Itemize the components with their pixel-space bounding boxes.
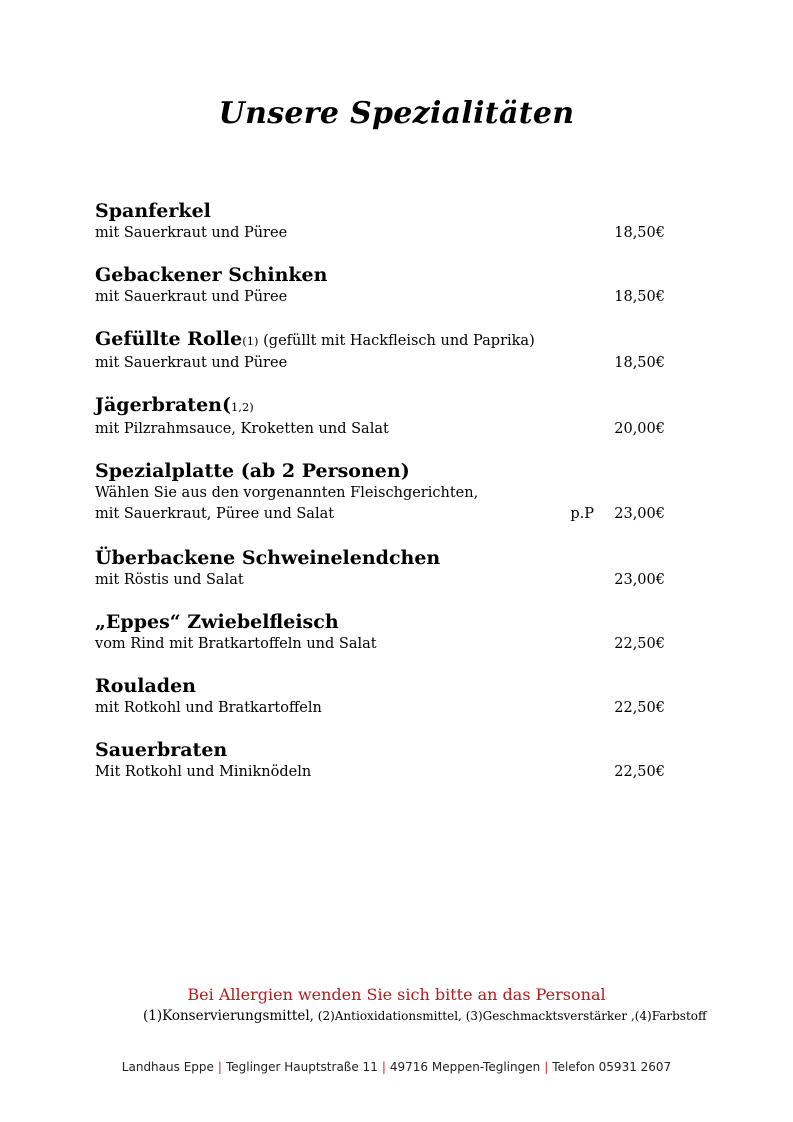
menu-item xyxy=(95,546,670,591)
dish-description: mit Röstis und Salat xyxy=(95,572,244,588)
dish-description: mit Sauerkraut und Püree xyxy=(95,355,288,371)
dish-price: 22,50€ xyxy=(614,700,665,716)
dish-name: Sauerbraten xyxy=(95,739,228,761)
dish-name: Rouladen xyxy=(95,675,196,697)
menu-item xyxy=(95,199,670,244)
menu-item xyxy=(95,610,670,655)
dish-description: vom Rind mit Bratkartoffeln und Salat xyxy=(95,636,377,652)
dish-description: mit Rotkohl und Bratkartoffeln xyxy=(95,700,322,716)
additives-legend xyxy=(143,1008,707,1024)
menu-item xyxy=(95,674,670,719)
dish-description: mit Sauerkraut und Püree xyxy=(95,289,288,305)
per-person-label: p.P xyxy=(570,506,594,522)
footer-street: Teglinger Hauptstraße 11 xyxy=(225,1060,378,1074)
dish-description-2: mit Sauerkraut, Püree und Salat xyxy=(95,506,335,522)
footer-separator: | xyxy=(381,1060,386,1074)
footer-separator: | xyxy=(217,1060,222,1074)
footer-address xyxy=(0,1060,793,1074)
dish-price: 22,50€ xyxy=(614,636,665,652)
allergy-notice: Bei Allergien wenden Sie sich bitte an das Personal xyxy=(187,985,606,1004)
menu-item xyxy=(95,263,670,308)
dish-price: 18,50€ xyxy=(614,289,665,305)
footer-name: Landhaus Eppe xyxy=(121,1060,214,1074)
dish-name: Jägerbraten( xyxy=(95,394,231,416)
dish-price: 23,00€ xyxy=(614,572,665,588)
dish-price: 20,00€ xyxy=(614,421,665,437)
dish-name: „Eppes“ Zwiebelfleisch xyxy=(95,611,339,633)
menu-item xyxy=(95,393,670,440)
additive-note: 1,2) xyxy=(230,400,254,414)
dish-description: Mit Rotkohl und Miniknödeln xyxy=(95,764,312,780)
additive-1: (1)Konservierungsmittel, xyxy=(143,1008,314,1024)
menu-item xyxy=(95,738,670,783)
footer-separator: | xyxy=(544,1060,549,1074)
dish-name: Spezialplatte (ab 2 Personen) xyxy=(95,460,410,482)
dish-name: Überbackene Schweinelendchen xyxy=(95,547,441,569)
footer-phone: Telefon 05931 2607 xyxy=(552,1060,672,1074)
dish-price: 22,50€ xyxy=(614,764,665,780)
dish-name: Gefüllte Rolle xyxy=(95,328,243,350)
dish-name: Spanferkel xyxy=(95,200,211,222)
additive-note: (1) xyxy=(242,334,259,348)
dish-note-text: (gefüllt mit Hackfleisch und Paprika) xyxy=(258,333,535,349)
dish-description: Wählen Sie aus den vorgenannten Fleischgerichten, xyxy=(95,485,479,501)
menu-item xyxy=(95,327,670,374)
dish-price: 18,50€ xyxy=(614,225,665,241)
menu-item xyxy=(95,459,670,525)
dish-description: mit Pilzrahmsauce, Kroketten und Salat xyxy=(95,421,389,437)
menu-list xyxy=(95,199,670,802)
page-title: Unsere Spezialitäten xyxy=(218,96,575,131)
dish-price: 18,50€ xyxy=(614,355,665,371)
dish-price: 23,00€ xyxy=(614,506,665,522)
additive-rest: (2)Antioxidationsmittel, (3)Geschmacktsverstärker ,(4)Farbstoff xyxy=(313,1009,707,1023)
dish-description: mit Sauerkraut und Püree xyxy=(95,225,288,241)
dish-name: Gebackener Schinken xyxy=(95,264,328,286)
footer-city: 49716 Meppen-Teglingen xyxy=(389,1060,541,1074)
